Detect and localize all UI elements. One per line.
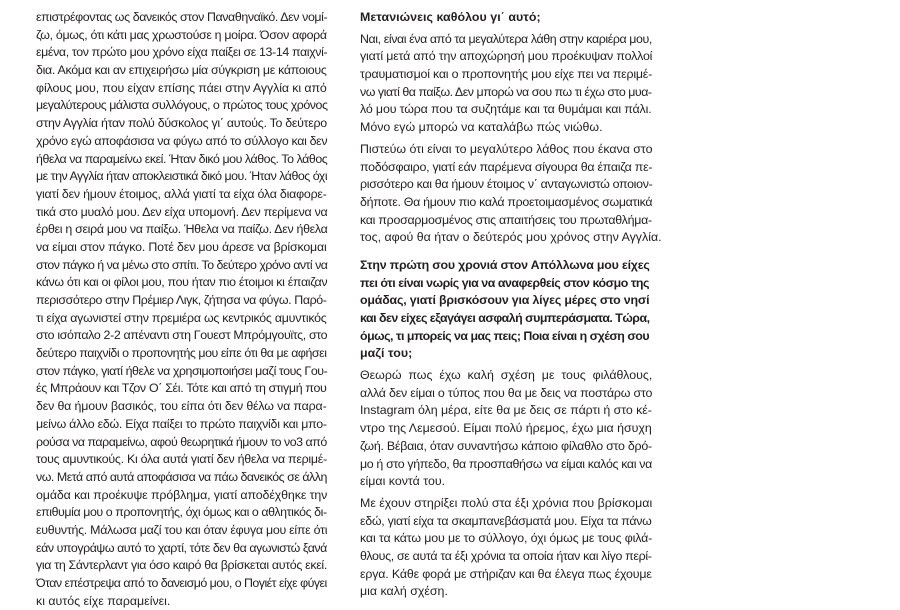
text-line: εμένα, τον πρώτο μου χρόνο είχα παίξει σε 13-14 παιχνί- — [36, 45, 328, 60]
text-line: είμαι κοντά του. — [360, 474, 446, 489]
interview-answer — [360, 141, 662, 247]
text-line: Πιστεύω ότι είναι το μεγαλύτερο λάθος που έκανα στο — [360, 141, 653, 156]
text-line: έρθει η σειρά μου να παίξω. Ήθελα να παίζω. Δεν ήθελα — [36, 222, 328, 237]
text-line: στο ισόπαλο 2-2 απέναντι στη Γουεστ Μπρόμγουϊτς, στο — [36, 328, 328, 343]
text-line: δεν θα ήμουν βασικός, του είπα ότι δεν θέλω να παρα- — [36, 399, 327, 414]
text-line: ομάδας, γιατί βρισκόσουν για λίγες μέρες στο νησί — [360, 293, 650, 308]
text-line: τος, αφού θα ήταν ο δεύτερός μου χρόνος στην Αγγλία. — [360, 230, 662, 245]
text-line: νω. Μετά από αυτά αποφάσισα να πάω δανεικός σε άλλη — [36, 469, 327, 484]
text-line: και δεν είχες εξαγάγει ασφαλή συμπεράσματα. Τώρα, — [360, 311, 650, 325]
text-line: φίλους μου, που είχαν επίσης πάει στην Αγγλία κι από — [36, 80, 327, 95]
interview-answer — [36, 9, 327, 610]
text-line: μαζί του; — [360, 346, 413, 361]
text-line: για τη Σάντερλαντ για όσο καιρό θα βρίσκεται αυτός εκεί. — [36, 558, 327, 573]
text-line: μο ή στο γήπεδο, θα προσπαθήσω να είμαι καλός και να — [360, 456, 652, 471]
text-line: αλλά δεν είμαι ο τύπος που θα με δεις να ποστάρω στο — [360, 385, 653, 400]
text-line: ομάδα και προέκυψε πρόβλημα, γιατί αποδέχθηκε την — [36, 487, 328, 502]
text-line: Ναι, είναι ένα από τα μεγαλύτερα λάθη στην καριέρα μου, — [360, 31, 652, 46]
text-line: μείνω άλλο εδώ. Είχα παίξει το πρώτο παιχνίδι και μπο- — [36, 416, 327, 431]
text-line: στον πάγκο, γιατί ήθελε να χρησιμοποιήσει μαζί τους Γου- — [36, 363, 328, 378]
text-line: μια καλή σχέση. — [360, 584, 448, 599]
interview-answer — [360, 495, 652, 601]
text-line: επιθυμία μου ο προπονητής, όχι όμως και ο αθλητικός δι- — [36, 505, 327, 520]
text-line: όμως, τι μπορείς να μας πεις; Ποια είναι η σχέση σου — [360, 328, 650, 343]
text-line: να είμαι στον πάγκο. Ποτέ δεν μου άρεσε να βρίσκομαι — [36, 239, 327, 254]
text-line: τικά στο μυαλό μου. Δεν είχα υπομονή. Δεν περίμενα να — [36, 204, 328, 219]
text-line: πει ότι είναι νωρίς για να αναφερθείς στον κόσμο της — [360, 275, 649, 290]
text-line: και προσαρμοσμένος στις απαιτήσεις του πρωταθλήμα- — [360, 212, 652, 227]
article-right-column — [360, 9, 662, 601]
text-line: εδώ, γιατί είχα τα σκαμπανεβάσματά μου. Είχα τα πάνω — [360, 513, 652, 528]
text-line: στον πάγκο ή να μένω στο σπίτι. Το δεύτερο χρόνο αντί να — [36, 257, 328, 272]
text-line: στην Αγγλία ήταν πολύ δύσκολος γι΄ αυτούς. Το δεύτερο — [36, 116, 327, 131]
text-line: χρόνο εγώ αποφάσισα να φύγω από το σύλλογο και δεν — [36, 133, 328, 148]
text-line: νω γιατί θα παίξω. Δεν μπορώ να σου πω τι έχω στο μυα- — [360, 84, 652, 99]
text-line: κι αυτός είχε παραμείνει. — [36, 593, 171, 608]
text-line: ευθυντής. Μάλωσα μαζί του και όταν έφυγα μου είπε ότι — [36, 522, 328, 537]
text-line: γιατί δεν ήμουν έτοιμος, αλλά γιατί τα είχα όλα διαφορε- — [36, 186, 327, 201]
interview-answer — [360, 367, 652, 491]
text-line: περισσότερο στην Πρέμιερ Λιγκ, ζήτησα να φύγω. Παρό- — [36, 293, 327, 307]
text-line: τους αμυντικούς. Κι όλα αυτά γιατί δεν ήθελα να περιμέ- — [36, 452, 327, 467]
article-left-column — [36, 9, 327, 610]
text-line: επιστρέφοντας ως δανεικός στον Παναθηναϊκό. Δεν νομί- — [36, 10, 328, 24]
text-line: γιατί μετά από την αποχώρησή μου προέκυψαν πολλοί — [360, 49, 653, 64]
text-line: δια. Ακόμα και αν επιχειρήσω μία σύγκριση με κάποιους — [36, 63, 327, 78]
text-line: ρισσότερο και θα ήμουν έτοιμος ν΄ ανταγωνιστώ οποιον- — [360, 177, 653, 192]
interview-question — [360, 9, 652, 27]
text-line: ζωή. Βέβαια, όταν συναντήσω κάποιο φίλαθλο στο δρό- — [360, 438, 652, 453]
text-line: Στην πρώτη σου χρονιά στον Απόλλωνα μου είχες — [360, 257, 650, 272]
text-line: τραυματισμοί και ο προπονητής μου είχε πει να περιμέ- — [360, 67, 653, 82]
text-line: ντρο της Λεμεσού. Είμαι πολύ ήρεμος, έχω μια ήσυχη — [360, 421, 652, 436]
text-line: Θεωρώ πως έχω καλή σχέση με τους φιλάθλους, — [360, 368, 653, 383]
text-line: Με έχουν στηρίξει πολύ στα έξι χρόνια που βρίσκομαι — [360, 495, 653, 510]
text-line: με την Αγγλία ήταν αποκλειστικά δικό μου. Ήταν λάθος όχι — [36, 169, 328, 184]
text-line: τι είχα αγωνιστεί στην πρεμιέρα ως κεντρικός αμυντικός — [36, 310, 327, 325]
text-line: ήθελα να παραμείνω εκεί. Ήταν δικό μου λάθος. Το λάθος — [36, 151, 328, 166]
text-line: ζω, όμως, ότι κάτι μας χρωστούσε η μοίρα. Όσον αφορά — [36, 27, 327, 42]
text-line: εάν υπογράψω αυτό το χαρτί, τότε δεν θα αγωνιστώ ξανά — [36, 540, 327, 555]
text-line: Μετανιώνεις καθόλου γι΄ αυτό; — [360, 10, 541, 24]
text-line: δήποτε. Θα ήμουν πιο καλά προετοιμασμένος σωματικά — [360, 194, 653, 209]
text-line: Όταν επέστρεψα από το δανεισμό μου, ο Πογιέτ είχε φύγει — [36, 576, 327, 590]
text-line: μεγαλύτερους μάλιστα συλλόγους, ο πρώτος τους χρόνος — [36, 98, 328, 113]
interview-question — [360, 257, 652, 363]
text-line: και τα κάτω μου με το σύλλογο, όχι όμως με τους φιλά- — [360, 531, 653, 546]
text-line: Μόνο εγώ μπορώ να καταλάβω πώς νιώθω. — [360, 120, 603, 135]
text-line: ποδόσφαιρο, γιατί εάν παρέμενα σίγουρα θα έπαιζα πε- — [360, 159, 653, 174]
text-line: λό μου τώρα που τα συζητάμε και τα θυμάμαι και πάλι. — [360, 102, 652, 117]
text-line: θλους, σε αυτά τα έξι χρόνια τα οποία ήταν και λίγο περί- — [360, 548, 652, 563]
text-line: δεύτερο παιχνίδι ο προπονητής μου είπε ότι θα με αφήσει — [36, 346, 327, 361]
paragraph-spacer — [360, 247, 652, 257]
text-line: εργα. Κάθε φορά με στήριζαν και θα έλεγα πως έχουμε — [360, 566, 652, 581]
interview-answer — [360, 31, 652, 137]
text-line: ρούσα να παραμείνω, αφού θεωρητικά ήμουν το νο3 από — [36, 434, 327, 449]
text-line: ές Μπράουν και Τζον Ο΄ Σέι. Τότε και από τη στιγμή που — [36, 381, 327, 396]
text-line: Instagram όλη μέρα, είτε θα με δεις σε πάρτι ή στο κέ- — [360, 403, 652, 418]
text-line: κάνω ότι και οι φίλοι μου, που ήταν πιο έτοιμοι κι έπαιζαν — [36, 275, 328, 290]
